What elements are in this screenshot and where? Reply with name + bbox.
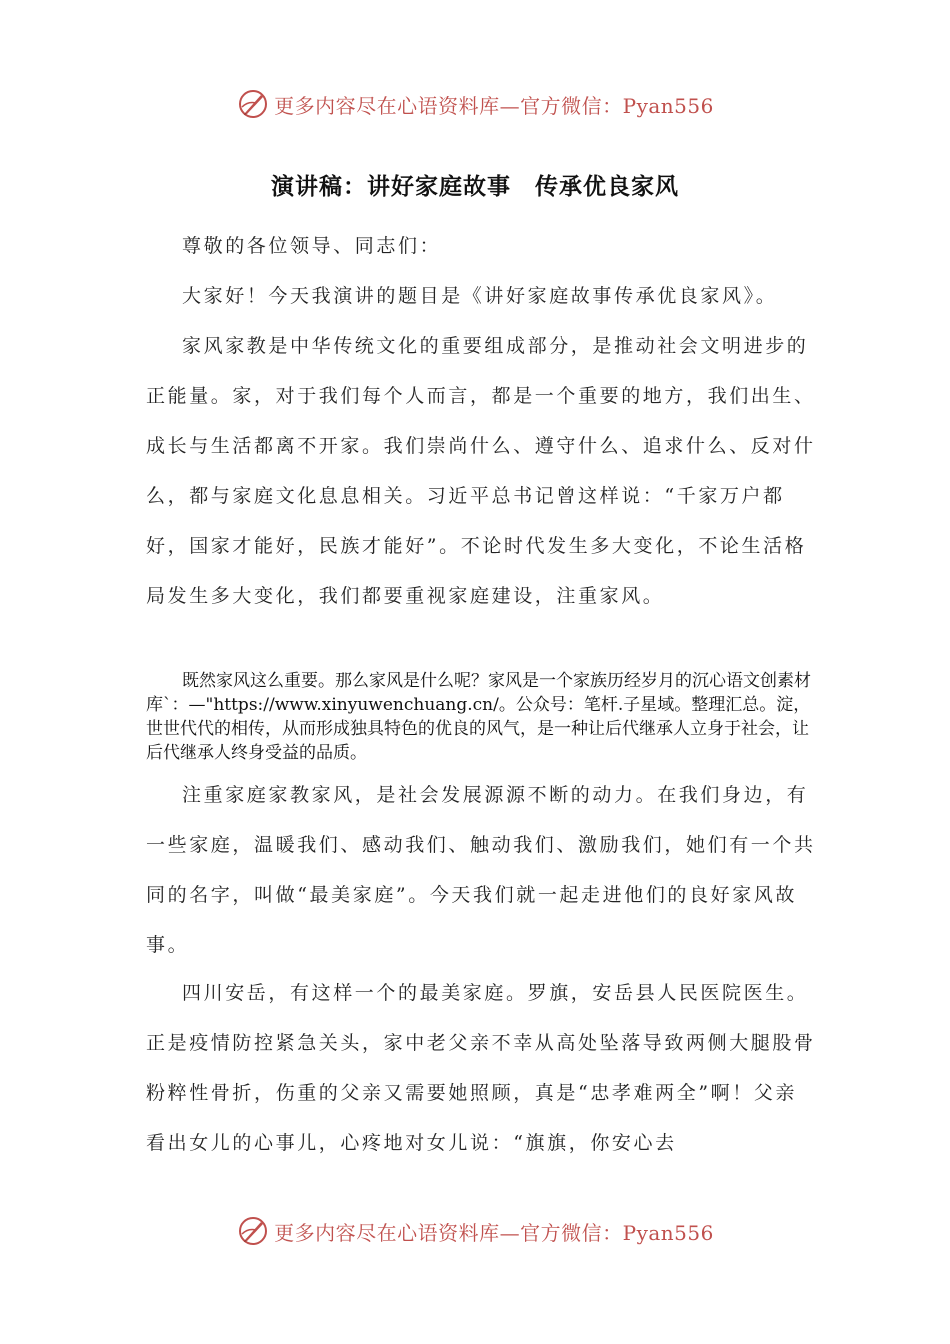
page-title: [0, 168, 950, 201]
title-part-2: 传承优良家风: [535, 173, 679, 200]
salutation: 尊敬的各位领导、同志们：: [182, 235, 442, 257]
paragraph-most-beautiful-family: 注重家庭家教家风，是社会发展源源不断的动力。在我们身边，有一些家庭，温暖我们、感动我们、触动我们、激励我们，她们有一个共同的名字，叫做“最美家庭”。今天我们就一起走进他们的良好家风故事。: [146, 784, 816, 956]
paragraph-sichuan-story: 四川安岳，有这样一个的最美家庭。罗旗，安岳县人民医院医生。正是疫情防控紧急关头，家中老父亲不幸从高处坠落导致两侧大腿股骨粉粹性骨折，伤重的父亲又需要她照顾，真是“忠孝难两全”啊！父亲看出女儿的心事儿，心疼地对女儿说：“旗旗，你安心去: [146, 982, 816, 1154]
footer-banner: [0, 1211, 950, 1251]
paragraph-what-is-family-tradition: 既然家风这么重要。那么家风是什么呢？家风是一个家族历经岁月的沉心语文创素材库`：—"https://www.xinyuwenchuang.cn/。公众号：笔杆.子星域。整理汇总。淀，世世代代的相传，从而形成独具特色的优良的风气，是一种让后代继承人立身于社会，让后代继承人终身受益的品质。: [146, 671, 811, 763]
quill-pen-icon: [236, 1214, 270, 1248]
header-banner-text: 更多内容尽在心语资料库—官方微信：Pyan556: [274, 93, 714, 118]
paragraph-family-tradition: 家风家教是中华传统文化的重要组成部分，是推动社会文明进步的正能量。家，对于我们每个人而言，都是一个重要的地方，我们出生、成长与生活都离不开家。我们崇尚什么、遵守什么、追求什么、反对什么，都与家庭文化息息相关。习近平总书记曾这样说：“千家万户都好，国家才能好，民族才能好”。不论时代发生多大变化，不论生活格局发生多大变化，我们都要重视家庭建设，注重家风。: [146, 335, 816, 607]
footer-banner-text: 更多内容尽在心语资料库—官方微信：Pyan556: [274, 1220, 714, 1245]
quill-pen-icon: [236, 87, 270, 121]
greeting: 大家好！今天我演讲的题目是《讲好家庭故事传承优良家风》。: [182, 285, 778, 307]
title-part-1: 演讲稿：讲好家庭故事: [271, 173, 511, 200]
header-banner: [0, 84, 950, 124]
